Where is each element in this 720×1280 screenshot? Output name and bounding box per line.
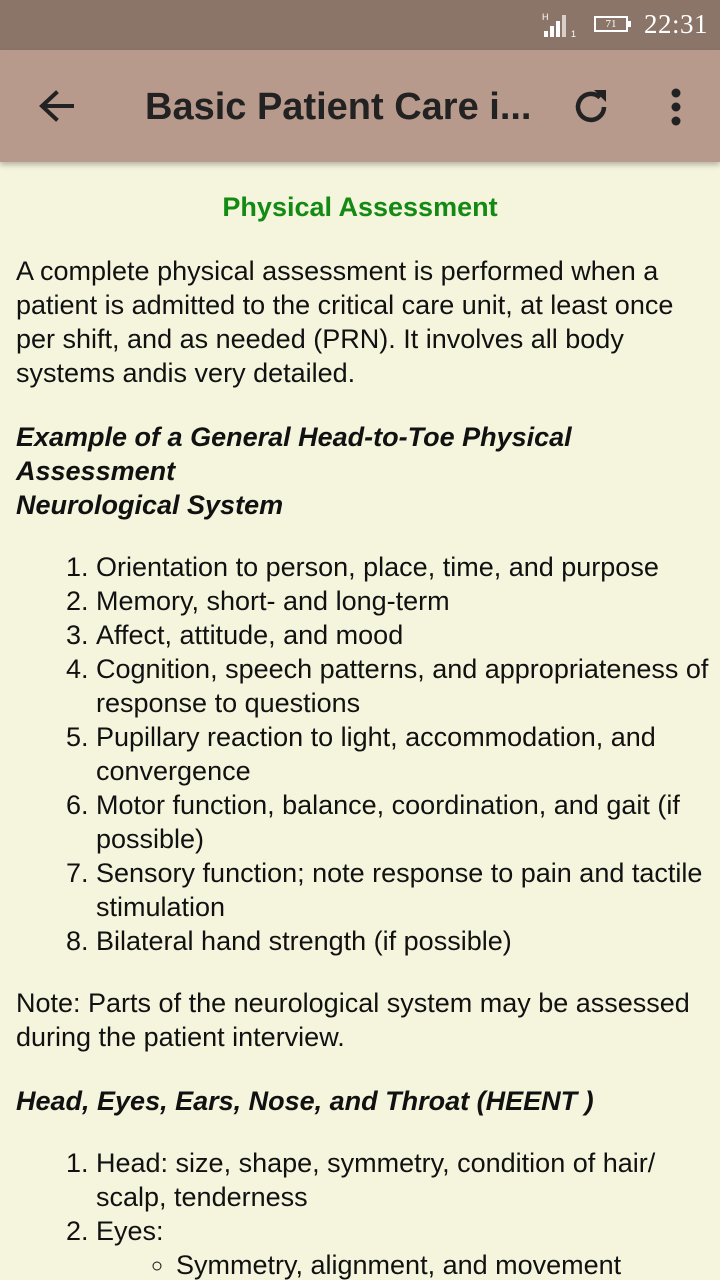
battery-icon <box>594 16 628 32</box>
heent-list <box>0 1146 720 1280</box>
battery-level: 71 <box>605 18 617 30</box>
more-options-icon[interactable] <box>654 84 698 130</box>
article-content[interactable] <box>0 162 720 1280</box>
list-item: 8. Bilateral hand strength (if possible) <box>96 924 720 958</box>
heent-title: Head, Eyes, Ears, Nose, and Throat (HEENT ) <box>16 1086 594 1116</box>
eyes-sublist <box>96 1248 720 1280</box>
app-bar <box>0 50 720 162</box>
signal-icon <box>542 12 578 38</box>
list-item: 6. Motor function, balance, coordination, and gait (if possible) <box>96 788 720 856</box>
list-item: 7. Sensory function; note response to pain and tactile stimulation <box>96 856 720 924</box>
example-section-header <box>0 420 720 522</box>
page-title: Basic Patient Care i... <box>145 86 532 128</box>
signal-network-label: H <box>542 12 549 22</box>
refresh-icon[interactable] <box>568 84 614 130</box>
list-item: 1. Orientation to person, place, time, and purpose <box>96 550 720 584</box>
list-item: 1. Head: size, shape, symmetry, condition of hair/ scalp, tenderness <box>96 1146 720 1214</box>
list-item: 4. Cognition, speech patterns, and appropriateness of response to questions <box>96 652 720 720</box>
article-heading: Physical Assessment <box>222 192 498 222</box>
status-time: 22:31 <box>644 9 709 39</box>
status-bar <box>0 0 720 50</box>
neuro-title: Neurological System <box>16 490 284 520</box>
example-title: Example of a General Head-to-Toe Physical Assessment <box>16 422 572 486</box>
list-item <box>96 1214 720 1280</box>
list-item: 3. Affect, attitude, and mood <box>96 618 720 652</box>
list-item: 2. Memory, short- and long-term <box>96 584 720 618</box>
neuro-list <box>0 550 720 958</box>
note-paragraph: Note: Parts of the neurological system may be assessed during the patient interview. <box>16 988 690 1052</box>
back-arrow-icon[interactable] <box>34 84 78 128</box>
list-item: 5. Pupillary reaction to light, accommodation, and convergence <box>96 720 720 788</box>
intro-paragraph: A complete physical assessment is performed when a patient is admitted to the critical care unit, at least once per shift, and as needed (PRN). It involves all body systems andis very detailed. <box>16 256 674 388</box>
eyes-label: Eyes: <box>96 1216 164 1246</box>
sim-label: 1 <box>571 29 577 38</box>
list-item: ◦ Symmetry, alignment, and movement <box>176 1248 720 1280</box>
